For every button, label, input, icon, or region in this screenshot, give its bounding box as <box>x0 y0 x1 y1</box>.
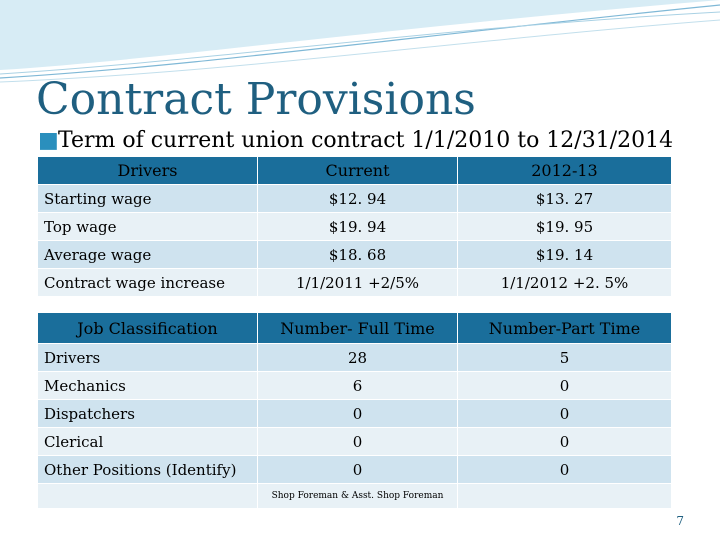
slide-title: Contract Provisions <box>36 74 476 125</box>
job-classification-table <box>37 312 672 509</box>
job-table-header <box>38 313 672 344</box>
row-label: Top wage <box>38 213 258 241</box>
row-label: Average wage <box>38 241 258 269</box>
cell-current: 1/1/2011 +2/5% <box>258 269 458 297</box>
table-row <box>38 213 672 241</box>
footnote-empty-cell <box>38 484 258 509</box>
table-row <box>38 400 672 428</box>
cell-current: $12. 94 <box>258 185 458 213</box>
wage-table <box>37 156 672 297</box>
table-row <box>38 428 672 456</box>
row-label: Mechanics <box>38 372 258 400</box>
table-row <box>38 372 672 400</box>
cell-part-time: 0 <box>458 372 672 400</box>
cell-full-time: 0 <box>258 456 458 484</box>
cell-current: $19. 94 <box>258 213 458 241</box>
row-label: Starting wage <box>38 185 258 213</box>
header-full-time: Number- Full Time <box>258 313 458 344</box>
table-row <box>38 269 672 297</box>
page-number: 7 <box>676 514 684 528</box>
footnote-row <box>38 484 672 509</box>
row-label: Other Positions (Identify) <box>38 456 258 484</box>
header-job-classification: Job Classification <box>38 313 258 344</box>
cell-full-time: 0 <box>258 428 458 456</box>
row-label: Dispatchers <box>38 400 258 428</box>
footnote-empty-cell <box>458 484 672 509</box>
cell-part-time: 5 <box>458 344 672 372</box>
footnote-text: Shop Foreman & Asst. Shop Foreman <box>258 484 458 509</box>
slide-subtitle <box>38 128 673 153</box>
table-row <box>38 456 672 484</box>
row-label: Contract wage increase <box>38 269 258 297</box>
row-label: Drivers <box>38 344 258 372</box>
header-current: Current <box>258 157 458 185</box>
cell-part-time: 0 <box>458 428 672 456</box>
table-row <box>38 344 672 372</box>
cell-current: $18. 68 <box>258 241 458 269</box>
cell-full-time: 28 <box>258 344 458 372</box>
header-2012-13: 2012-13 <box>458 157 672 185</box>
cell-full-time: 0 <box>258 400 458 428</box>
square-bullet-icon: ■ <box>38 128 59 153</box>
table-row <box>38 185 672 213</box>
cell-2012-13: $13. 27 <box>458 185 672 213</box>
cell-full-time: 6 <box>258 372 458 400</box>
header-part-time: Number-Part Time <box>458 313 672 344</box>
cell-2012-13: $19. 14 <box>458 241 672 269</box>
cell-part-time: 0 <box>458 456 672 484</box>
row-label: Clerical <box>38 428 258 456</box>
cell-2012-13: 1/1/2012 +2. 5% <box>458 269 672 297</box>
subtitle-text: Term of current union contract 1/1/2010 to 12/31/2014 <box>58 128 674 153</box>
header-drivers: Drivers <box>38 157 258 185</box>
wage-table-header <box>38 157 672 185</box>
cell-part-time: 0 <box>458 400 672 428</box>
cell-2012-13: $19. 95 <box>458 213 672 241</box>
table-row <box>38 241 672 269</box>
